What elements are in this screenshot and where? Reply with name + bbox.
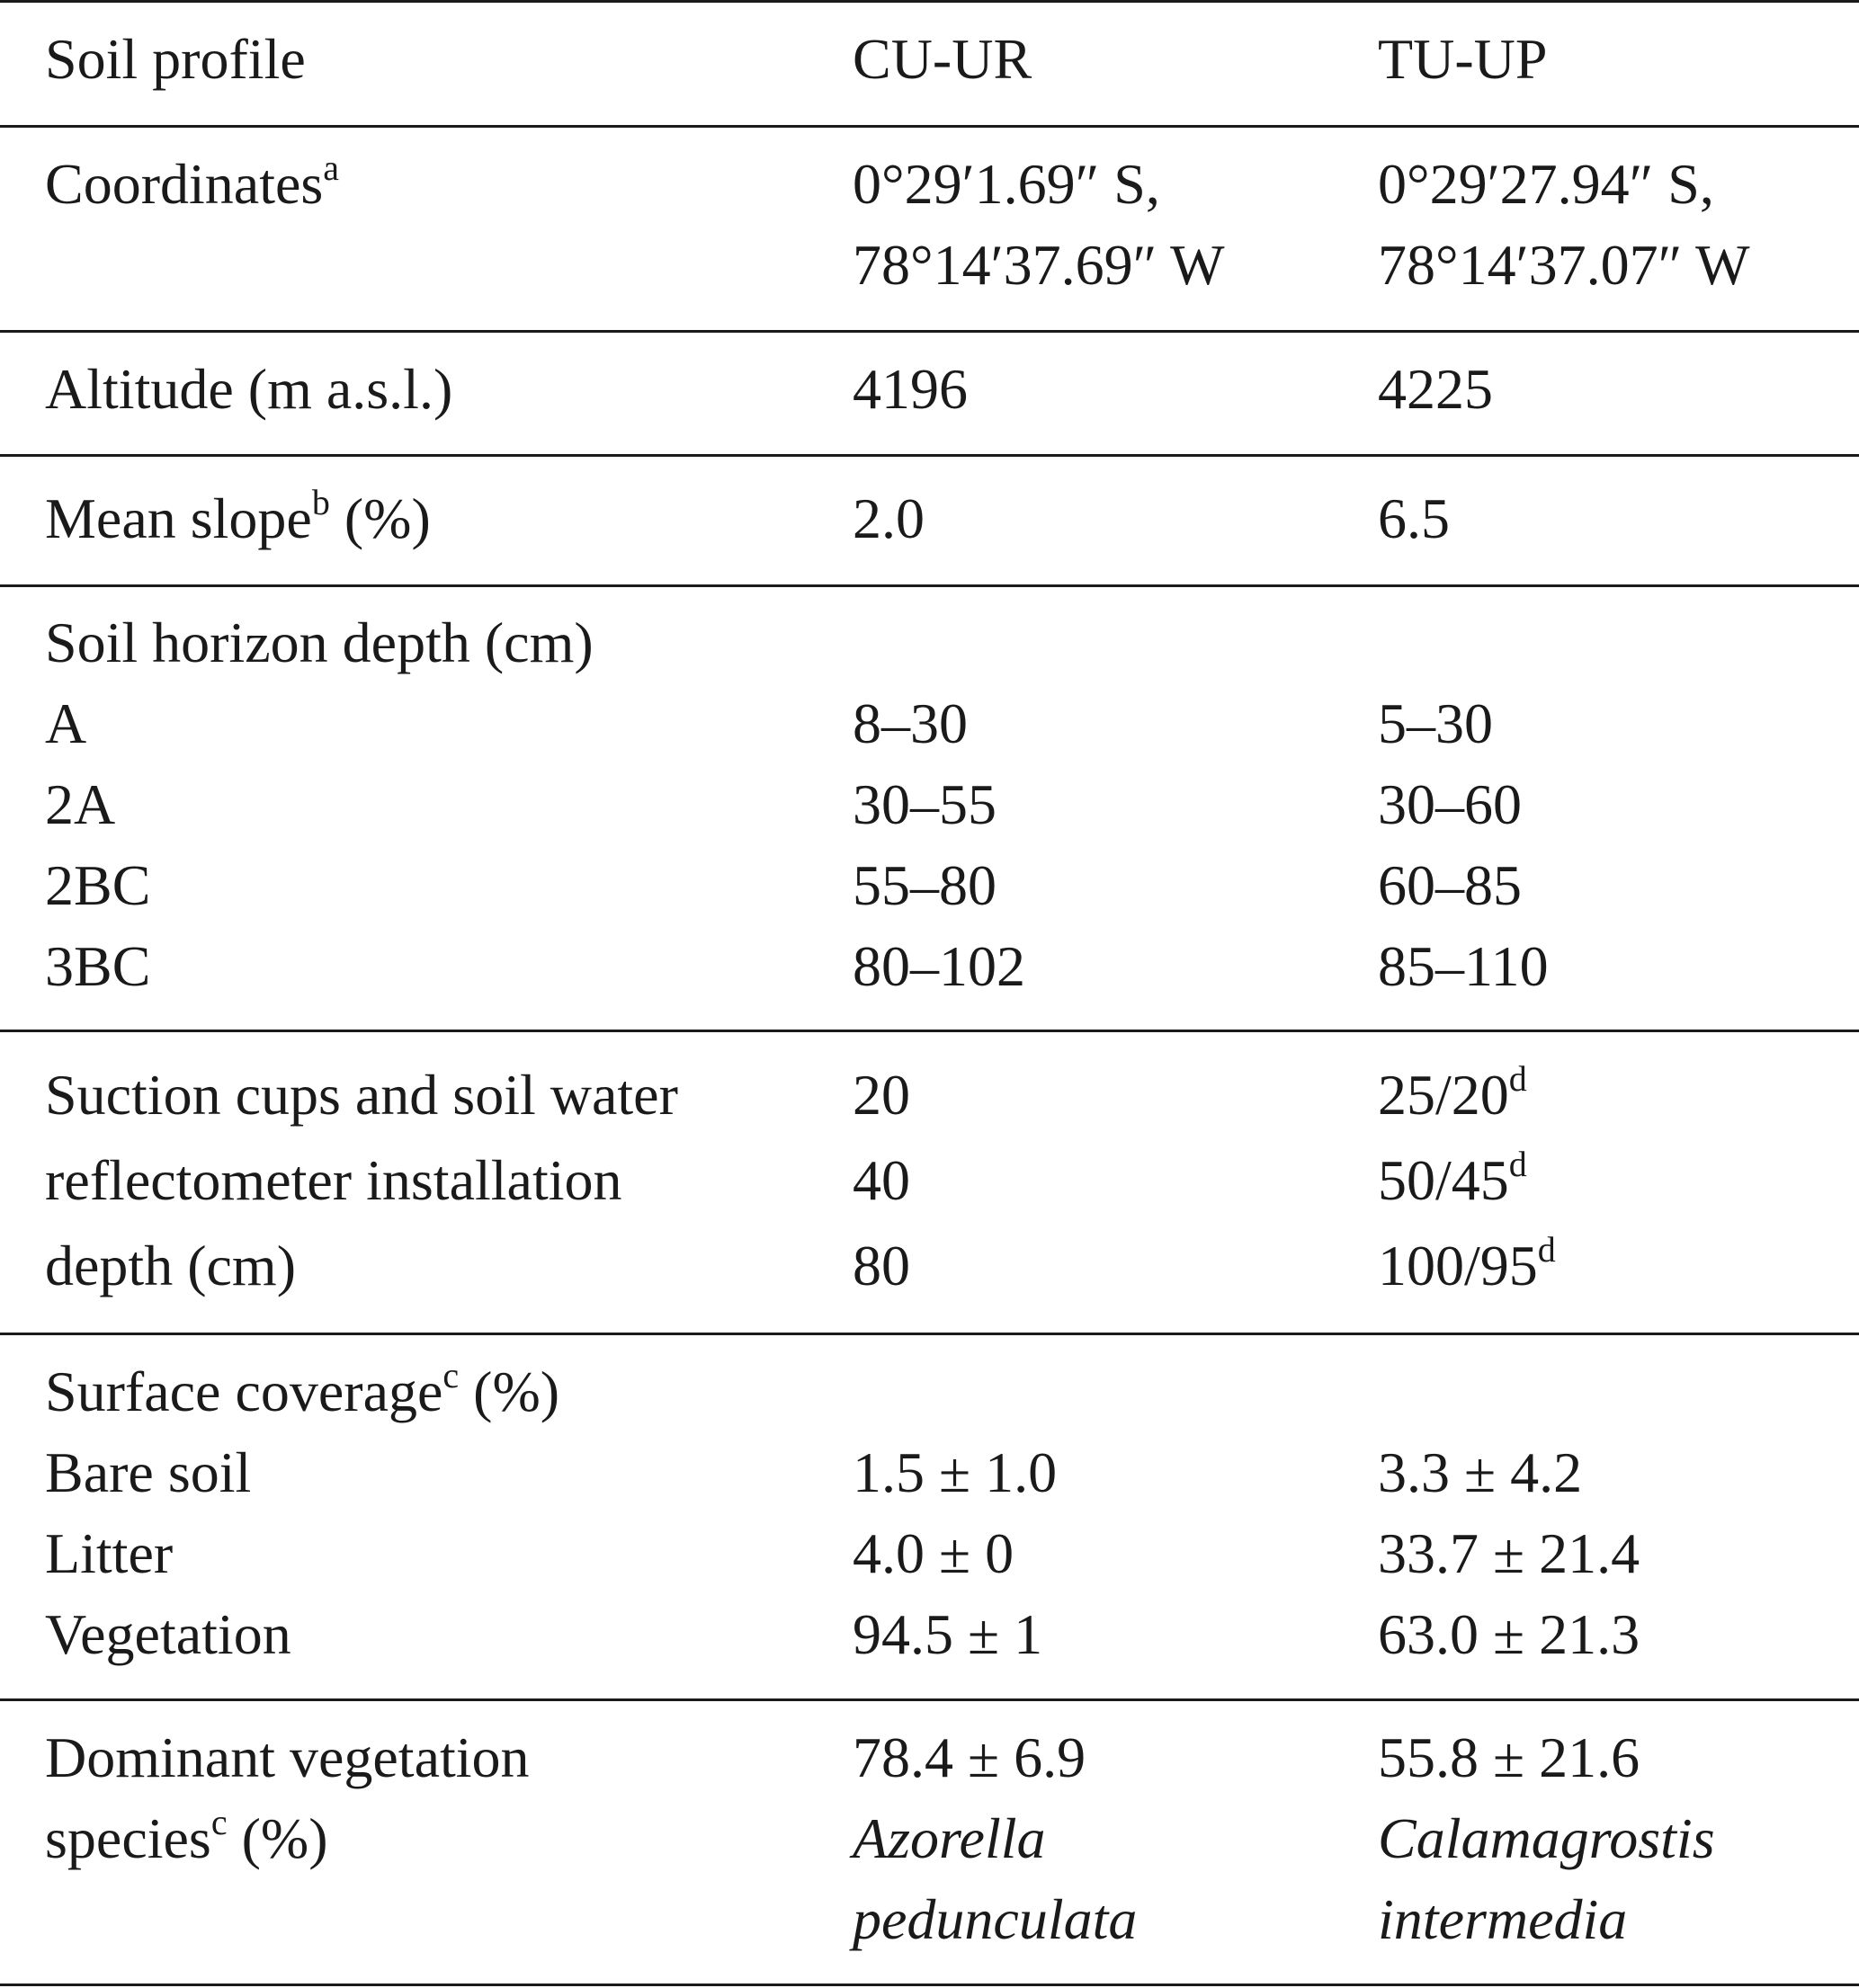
horizon-cu-ur: 55–80	[853, 853, 997, 917]
altitude-tu-up: 4225	[1378, 357, 1493, 421]
horizon-cu-ur: 8–30	[853, 691, 968, 755]
coverage-unit: (%)	[473, 1360, 560, 1423]
dominant-tu-up-species-genus: Calamagrostis	[1378, 1806, 1715, 1870]
dominant-label-line1: Dominant vegetation	[45, 1725, 530, 1789]
dominant-label-line2	[45, 1798, 328, 1879]
row-divider	[0, 1030, 1859, 1032]
coordinates-label	[45, 144, 339, 225]
dominant-tu-up-species-epithet: intermedia	[1378, 1887, 1628, 1951]
suction-label-line3: depth (cm)	[45, 1234, 296, 1297]
dominant-cu-ur-species-epithet: pedunculata	[853, 1887, 1138, 1951]
dominant-cu-ur-species-genus: Azorella	[853, 1806, 1046, 1870]
horizon-tu-up: 85–110	[1378, 934, 1549, 998]
dominant-tu-up-value: 55.8 ± 21.6	[1378, 1725, 1640, 1789]
horizon-cu-ur: 80–102	[853, 934, 1025, 998]
slope-label-text: Mean slope	[45, 486, 312, 550]
coverage-tu-up: 33.7 ± 21.4	[1378, 1521, 1640, 1585]
altitude-cu-ur: 4196	[853, 357, 968, 421]
suction-tu-up	[1378, 1140, 1527, 1221]
suction-cu-ur: 40	[853, 1148, 910, 1212]
footnote-a: a	[323, 147, 340, 188]
footnote-d: d	[1508, 1057, 1527, 1099]
table-top-rule	[0, 0, 1859, 3]
slope-cu-ur: 2.0	[853, 486, 925, 550]
suction-tu-up-value: 25/20	[1378, 1063, 1509, 1127]
coverage-tu-up: 63.0 ± 21.3	[1378, 1602, 1640, 1666]
horizon-tu-up: 30–60	[1378, 772, 1522, 836]
row-divider	[0, 454, 1859, 457]
horizon-cu-ur: 30–55	[853, 772, 997, 836]
coverage-name: Vegetation	[45, 1602, 291, 1666]
coverage-label	[45, 1351, 559, 1432]
slope-unit: (%)	[344, 486, 431, 550]
table-bottom-rule	[0, 1984, 1859, 1986]
suction-tu-up	[1378, 1055, 1527, 1136]
suction-tu-up-value: 50/45	[1378, 1148, 1509, 1212]
row-divider	[0, 330, 1859, 333]
suction-label-line2: reflectometer installation	[45, 1148, 622, 1212]
slope-label	[45, 478, 431, 559]
coordinates-cu-ur-lat: 0°29′1.69″ S,	[853, 152, 1160, 216]
header-cu-ur: CU-UR	[853, 27, 1032, 91]
coverage-cu-ur: 1.5 ± 1.0	[853, 1440, 1058, 1504]
coverage-name: Litter	[45, 1521, 174, 1585]
horizon-name: 2BC	[45, 853, 151, 917]
suction-tu-up-value: 100/95	[1378, 1234, 1538, 1297]
coverage-cu-ur: 4.0 ± 0	[853, 1521, 1014, 1585]
footnote-d: d	[1537, 1228, 1556, 1270]
header-rule	[0, 125, 1859, 128]
dominant-label-text: species	[45, 1806, 211, 1870]
dominant-unit: (%)	[241, 1806, 328, 1870]
row-divider	[0, 1698, 1859, 1701]
slope-tu-up: 6.5	[1378, 486, 1450, 550]
horizon-name: 2A	[45, 772, 116, 836]
footnote-c: c	[210, 1801, 228, 1842]
suction-cu-ur: 20	[853, 1063, 910, 1127]
horizon-name: A	[45, 691, 87, 755]
altitude-label: Altitude (m a.s.l.)	[45, 357, 453, 421]
suction-label-line1: Suction cups and soil water	[45, 1063, 678, 1127]
coverage-name: Bare soil	[45, 1440, 252, 1504]
coverage-cu-ur: 94.5 ± 1	[853, 1602, 1043, 1666]
coordinates-tu-up-lat: 0°29′27.94″ S,	[1378, 152, 1714, 216]
coordinates-cu-ur-lon: 78°14′37.69″ W	[853, 233, 1225, 297]
row-divider	[0, 584, 1859, 587]
horizon-depth-label: Soil horizon depth (cm)	[45, 611, 594, 674]
footnote-b: b	[311, 481, 330, 522]
row-divider	[0, 1333, 1859, 1335]
coordinates-label-text: Coordinates	[45, 152, 324, 216]
suction-cu-ur: 80	[853, 1234, 910, 1297]
footnote-c: c	[442, 1354, 460, 1395]
coverage-label-text: Surface coverage	[45, 1360, 443, 1423]
header-tu-up: TU-UP	[1378, 27, 1548, 91]
suction-tu-up	[1378, 1226, 1556, 1306]
horizon-tu-up: 60–85	[1378, 853, 1522, 917]
footnote-d: d	[1508, 1143, 1527, 1184]
header-soil-profile: Soil profile	[45, 27, 306, 91]
horizon-tu-up: 5–30	[1378, 691, 1493, 755]
coordinates-tu-up-lon: 78°14′37.07″ W	[1378, 233, 1750, 297]
horizon-name: 3BC	[45, 934, 151, 998]
dominant-cu-ur-value: 78.4 ± 6.9	[853, 1725, 1086, 1789]
coverage-tu-up: 3.3 ± 4.2	[1378, 1440, 1583, 1504]
